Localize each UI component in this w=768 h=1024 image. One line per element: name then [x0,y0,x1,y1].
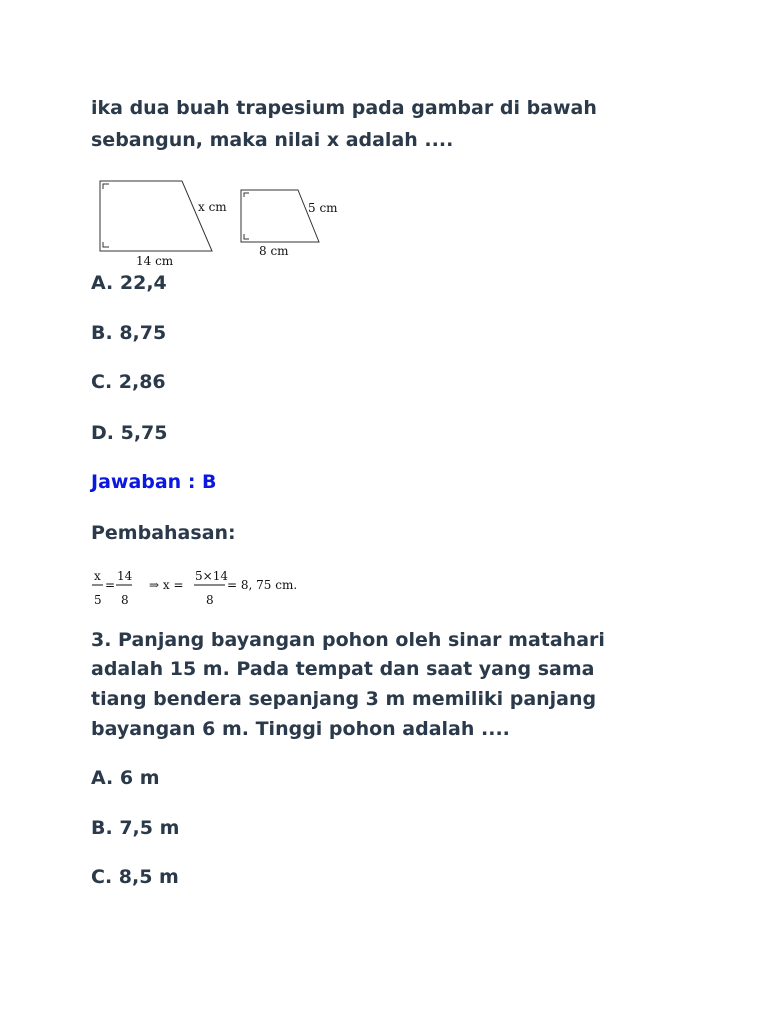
solution-formula [91,567,311,609]
question-3-option-b: B. 7,5 m [91,817,180,839]
question-3-option-c: C. 8,5 m [91,866,179,888]
question-2-answer: Jawaban : B [91,471,217,493]
formula-arrow: ⇒ x = [149,578,184,592]
large-base-label: 14 cm [136,254,174,268]
question-2-option-b: B. 8,75 [91,322,167,344]
small-side-label: 5 cm [308,201,338,215]
large-trapezoid [100,181,212,251]
question-2-text-line-1: ika dua buah trapesium pada gambar di bawah [91,97,597,119]
question-2-text-line-2: sebangun, maka nilai x adalah .... [91,129,454,151]
large-corner-mark-bottom [103,242,109,247]
question-3-text-line-2: adalah 15 m. Pada tempat dan saat yang sama [91,658,595,680]
formula-lhs-denominator: 5 [94,593,102,607]
small-base-label: 8 cm [259,244,289,258]
formula-lhs-numerator: x [94,569,101,583]
question-3-text-line-3: tiang bendera sepanjang 3 m memiliki panjang [91,688,597,710]
question-3-option-a: A. 6 m [91,767,160,789]
question-2-option-c: C. 2,86 [91,371,166,393]
formula-rhs-numerator: 14 [117,569,133,583]
svg-text:=: = [105,578,116,592]
discussion-label: Pembahasan: [91,522,236,544]
formula-result-denominator: 8 [206,593,214,607]
formula-rhs-denominator: 8 [121,593,129,607]
question-2-option-d: D. 5,75 [91,422,168,444]
formula-result-numerator: 5×14 [195,569,228,583]
formula-result: = 8, 75 cm. [227,578,298,592]
question-3-text-line-1: 3. Panjang bayangan pohon oleh sinar matahari [91,629,605,651]
trapezoid-figure [95,176,355,270]
small-corner-mark-bottom [244,234,249,239]
large-side-label: x cm [198,200,227,214]
small-corner-mark-top [244,193,249,197]
small-trapezoid [241,190,319,242]
question-2-option-a: A. 22,4 [91,272,167,294]
question-3-text-line-4: bayangan 6 m. Tinggi pohon adalah .... [91,718,510,740]
large-corner-mark-top [103,184,109,189]
